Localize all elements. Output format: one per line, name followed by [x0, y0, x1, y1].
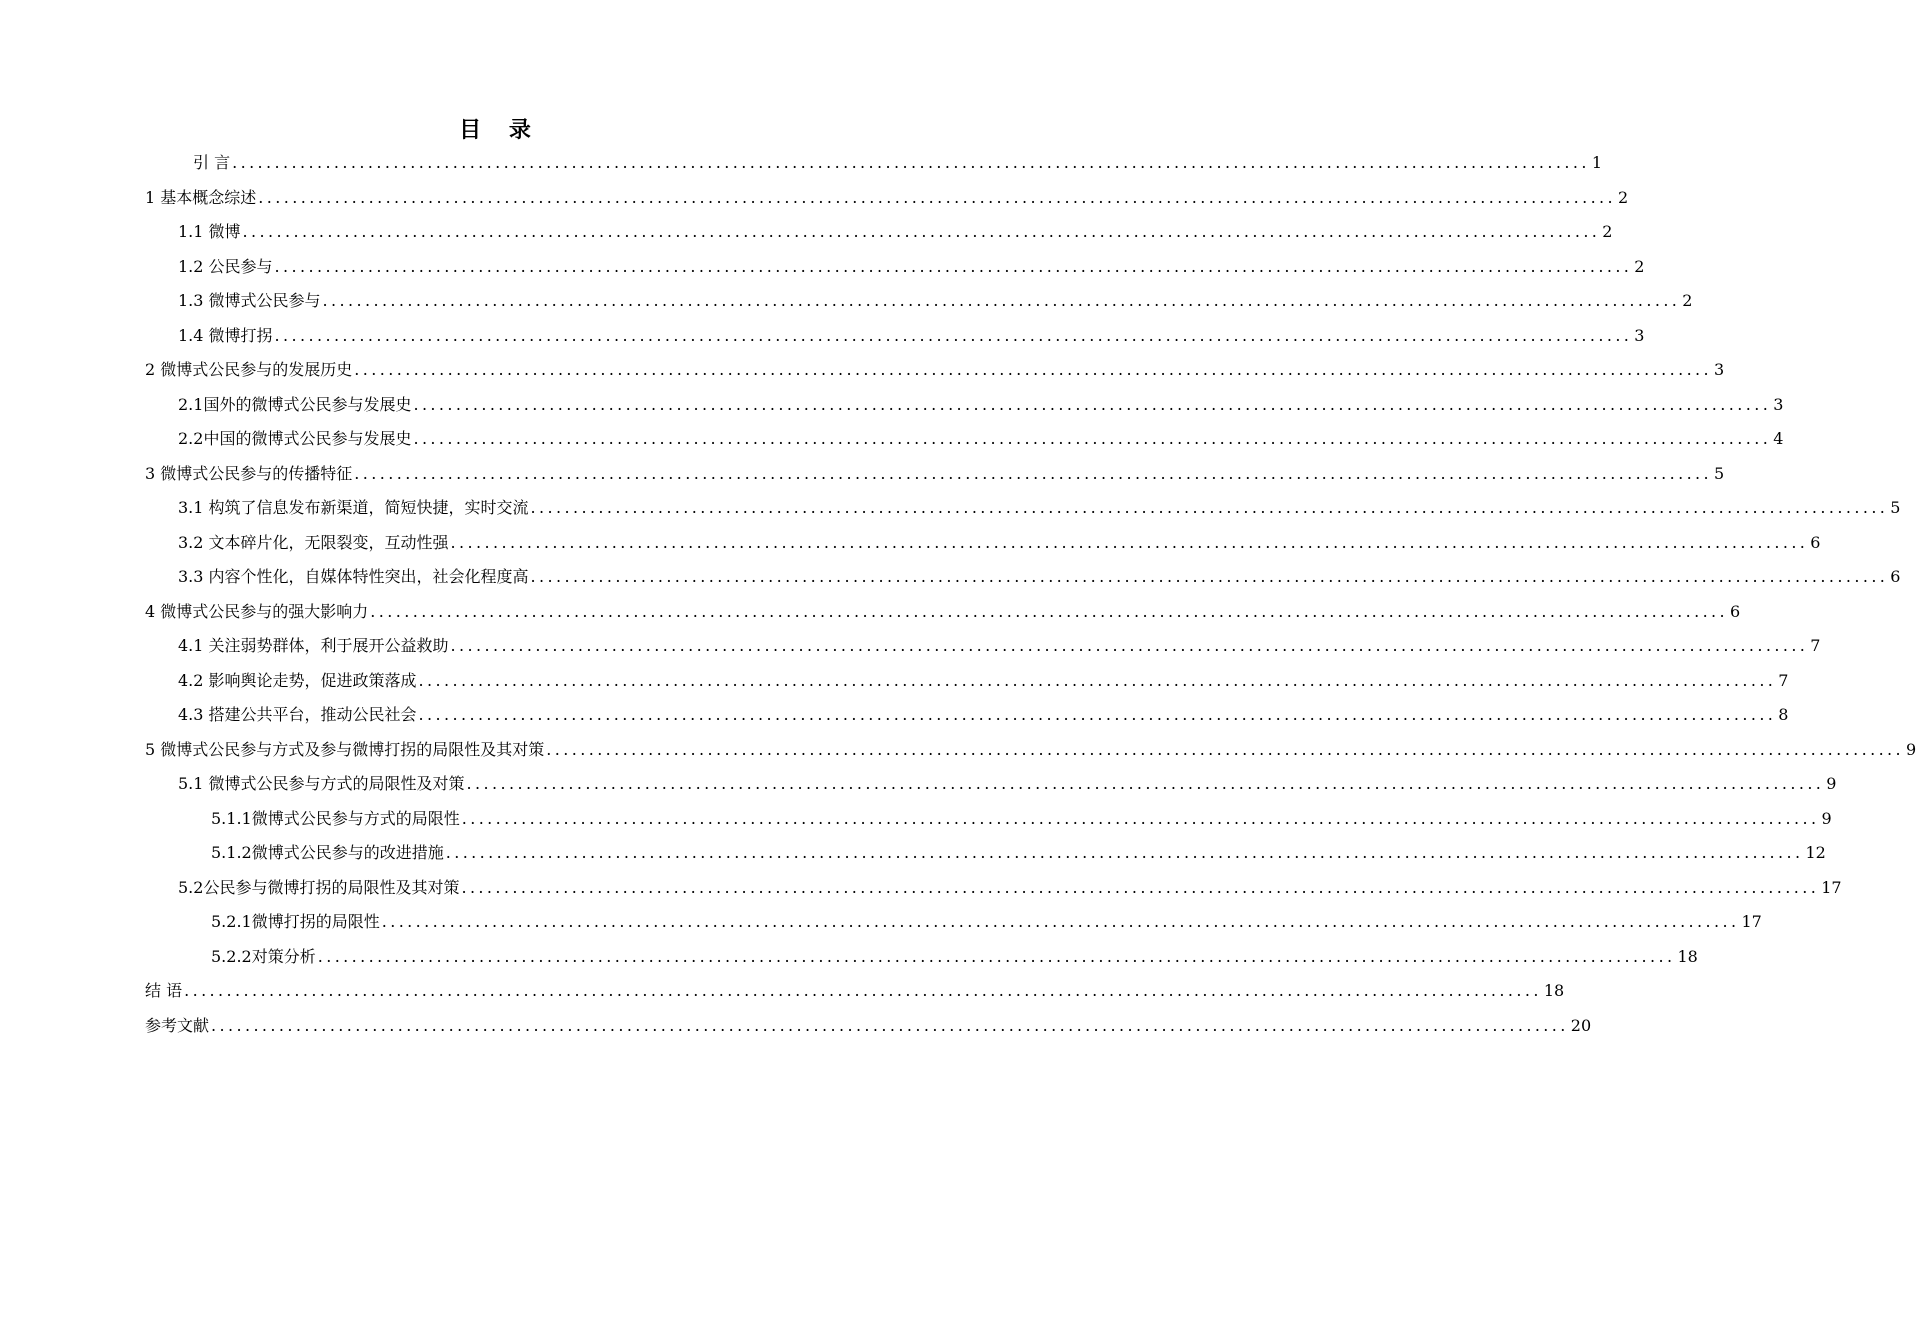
toc-leader-dots: ................................................................................................................................................................: [381, 912, 1740, 931]
toc-entry-label: 5.2.2对策分析: [211, 946, 316, 966]
toc-entry-page: 1: [1591, 153, 1603, 172]
toc-leader-dots: ................................................................................................................................................................: [322, 291, 1681, 310]
toc-entry-page: 5: [1714, 463, 1725, 483]
toc-entry-label: 5.2公民参与微博打拐的局限性及其对策: [178, 877, 460, 897]
toc-entry[interactable]: [178, 255, 1645, 279]
toc-entry-page: 7: [1810, 636, 1821, 655]
toc-entry[interactable]: [178, 772, 1837, 796]
toc-leader-dots: ................................................................................................................................................................: [466, 774, 1825, 793]
toc-entry[interactable]: [211, 841, 1826, 865]
toc-entry-page: 9: [1826, 774, 1837, 793]
toc-leader-dots: ................................................................................................................................................................: [418, 705, 1777, 724]
toc-entry[interactable]: [145, 979, 1565, 1003]
toc-entry-label: 2.2中国的微博式公民参与发展史: [178, 429, 412, 448]
toc-entry[interactable]: [211, 807, 1832, 831]
toc-entry[interactable]: [145, 358, 1725, 382]
toc-entry-page: 5: [1890, 498, 1901, 517]
toc-entry-label: 5.1.1微博式公民参与方式的局限性: [211, 808, 460, 828]
toc-leader-dots: ................................................................................................................................................................: [274, 325, 1633, 345]
toc-entry[interactable]: [178, 393, 1784, 417]
toc-entry-label: 4.3 搭建公共平台，推动公民社会: [178, 705, 417, 724]
toc-entry[interactable]: [193, 151, 1603, 175]
toc-entry-page: 2: [1618, 187, 1629, 207]
toc-leader-dots: ................................................................................................................................................................: [450, 532, 1809, 552]
toc-leader-dots: ................................................................................................................................................................: [546, 739, 1905, 759]
toc-entry[interactable]: [178, 669, 1789, 693]
toc-entry-label: 1.3 微博式公民参与: [178, 291, 321, 310]
toc-entry-label: 参考文献: [145, 1015, 210, 1035]
toc-entry-label: 4 微博式公民参与的强大影响力: [145, 601, 369, 621]
toc-entry[interactable]: [145, 600, 1741, 624]
toc-entry-label: 5 微博式公民参与方式及参与微博打拐的局限性及其对策: [145, 739, 545, 759]
toc-entry-page: 6: [1890, 567, 1901, 586]
toc-entry-label: 4.2 影响舆论走势，促进政策落成: [178, 670, 417, 690]
toc-entry[interactable]: [211, 945, 1698, 969]
toc-entry[interactable]: [178, 531, 1821, 555]
toc-leader-dots: ................................................................................................................................................................: [413, 429, 1772, 448]
toc-entry-page: 9: [1906, 739, 1916, 759]
toc-leader-dots: ................................................................................................................................................................: [530, 567, 1889, 586]
toc-entry-page: 9: [1821, 808, 1832, 828]
toc-entry-page: 6: [1810, 532, 1821, 552]
toc-entry[interactable]: [145, 186, 1629, 210]
toc-entry-label: 5.1.2微博式公民参与的改进措施: [211, 843, 444, 862]
toc-leader-dots: ................................................................................................................................................................: [354, 360, 1713, 379]
toc-entry[interactable]: [178, 876, 1842, 900]
toc-leader-dots: ................................................................................................................................................................: [450, 636, 1809, 655]
toc-leader-dots: ................................................................................................................................................................: [317, 946, 1676, 966]
toc-entry-label: 3.2 文本碎片化，无限裂变，互动性强: [178, 532, 449, 552]
toc-entry-label: 3 微博式公民参与的传播特征: [145, 463, 353, 483]
toc-entry-page: 12: [1805, 843, 1826, 862]
toc-entry[interactable]: [178, 427, 1784, 451]
toc-leader-dots: ................................................................................................................................................................: [461, 877, 1820, 897]
toc-entry-label: 1 基本概念综述: [145, 187, 257, 207]
toc-entry[interactable]: [178, 220, 1613, 244]
toc-entry-label: 1.4 微博打拐: [178, 325, 273, 345]
toc-leader-dots: ................................................................................................................................................................: [258, 187, 1617, 207]
toc-entry-page: 4: [1773, 429, 1784, 448]
toc-leader-dots: ................................................................................................................................................................: [232, 153, 1590, 172]
toc-entry[interactable]: [178, 496, 1901, 520]
toc-leader-dots: ................................................................................................................................................................: [530, 498, 1889, 517]
toc-entry[interactable]: [211, 910, 1762, 934]
toc-entry-label: 1.1 微博: [178, 222, 241, 241]
toc-entry-page: 17: [1741, 912, 1762, 931]
toc-entry-label: 2 微博式公民参与的发展历史: [145, 360, 353, 379]
toc-entry[interactable]: [145, 1014, 1592, 1038]
toc-entry-page: 6: [1730, 601, 1741, 621]
toc-entry-page: 3: [1773, 394, 1784, 414]
toc-entry-label: 引 言: [193, 153, 231, 172]
toc-entry[interactable]: [178, 324, 1645, 348]
toc-entry-page: 20: [1570, 1015, 1592, 1035]
toc-entry[interactable]: [178, 634, 1821, 658]
toc-leader-dots: ................................................................................................................................................................: [445, 843, 1804, 862]
toc-entry-page: 18: [1677, 946, 1698, 966]
toc-entry-label: 3.3 内容个性化，自媒体特性突出，社会化程度高: [178, 567, 529, 586]
toc-entry[interactable]: [178, 289, 1693, 313]
toc-leader-dots: ................................................................................................................................................................: [413, 394, 1772, 414]
toc-entry-page: 2: [1602, 222, 1613, 241]
toc-entry-page: 18: [1543, 981, 1565, 1000]
toc-entry-page: 3: [1714, 360, 1725, 379]
toc-leader-dots: ................................................................................................................................................................: [461, 808, 1820, 828]
toc-entry-page: 3: [1634, 325, 1645, 345]
toc-leader-dots: ................................................................................................................................................................: [184, 981, 1542, 1000]
toc-title: 目 录: [459, 117, 541, 143]
toc-entry[interactable]: [145, 738, 1916, 762]
toc-entry-page: 2: [1634, 256, 1645, 276]
toc-entry[interactable]: [178, 703, 1789, 727]
toc-leader-dots: ................................................................................................................................................................: [370, 601, 1729, 621]
toc-entry-page: 2: [1682, 291, 1693, 310]
toc-leader-dots: ................................................................................................................................................................: [418, 670, 1777, 690]
toc-leader-dots: ................................................................................................................................................................: [242, 222, 1601, 241]
toc-leader-dots: ................................................................................................................................................................: [274, 256, 1633, 276]
toc-entry-label: 结 语: [145, 981, 183, 1000]
toc-entry-page: 8: [1778, 705, 1789, 724]
toc-entry-label: 5.2.1微博打拐的局限性: [211, 912, 380, 931]
toc-entry-label: 2.1国外的微博式公民参与发展史: [178, 394, 412, 414]
toc-entry-label: 1.2 公民参与: [178, 256, 273, 276]
toc-entry-label: 4.1 关注弱势群体，利于展开公益救助: [178, 636, 449, 655]
toc-entry-page: 17: [1821, 877, 1842, 897]
toc-leader-dots: ................................................................................................................................................................: [211, 1015, 1569, 1035]
toc-entry[interactable]: [145, 462, 1725, 486]
toc-entry-page: 7: [1778, 670, 1789, 690]
toc-leader-dots: ................................................................................................................................................................: [354, 463, 1713, 483]
toc-entry-label: 5.1 微博式公民参与方式的局限性及对策: [178, 774, 465, 793]
toc-entry-label: 3.1 构筑了信息发布新渠道，简短快捷，实时交流: [178, 498, 529, 517]
toc-entry[interactable]: [178, 565, 1901, 589]
